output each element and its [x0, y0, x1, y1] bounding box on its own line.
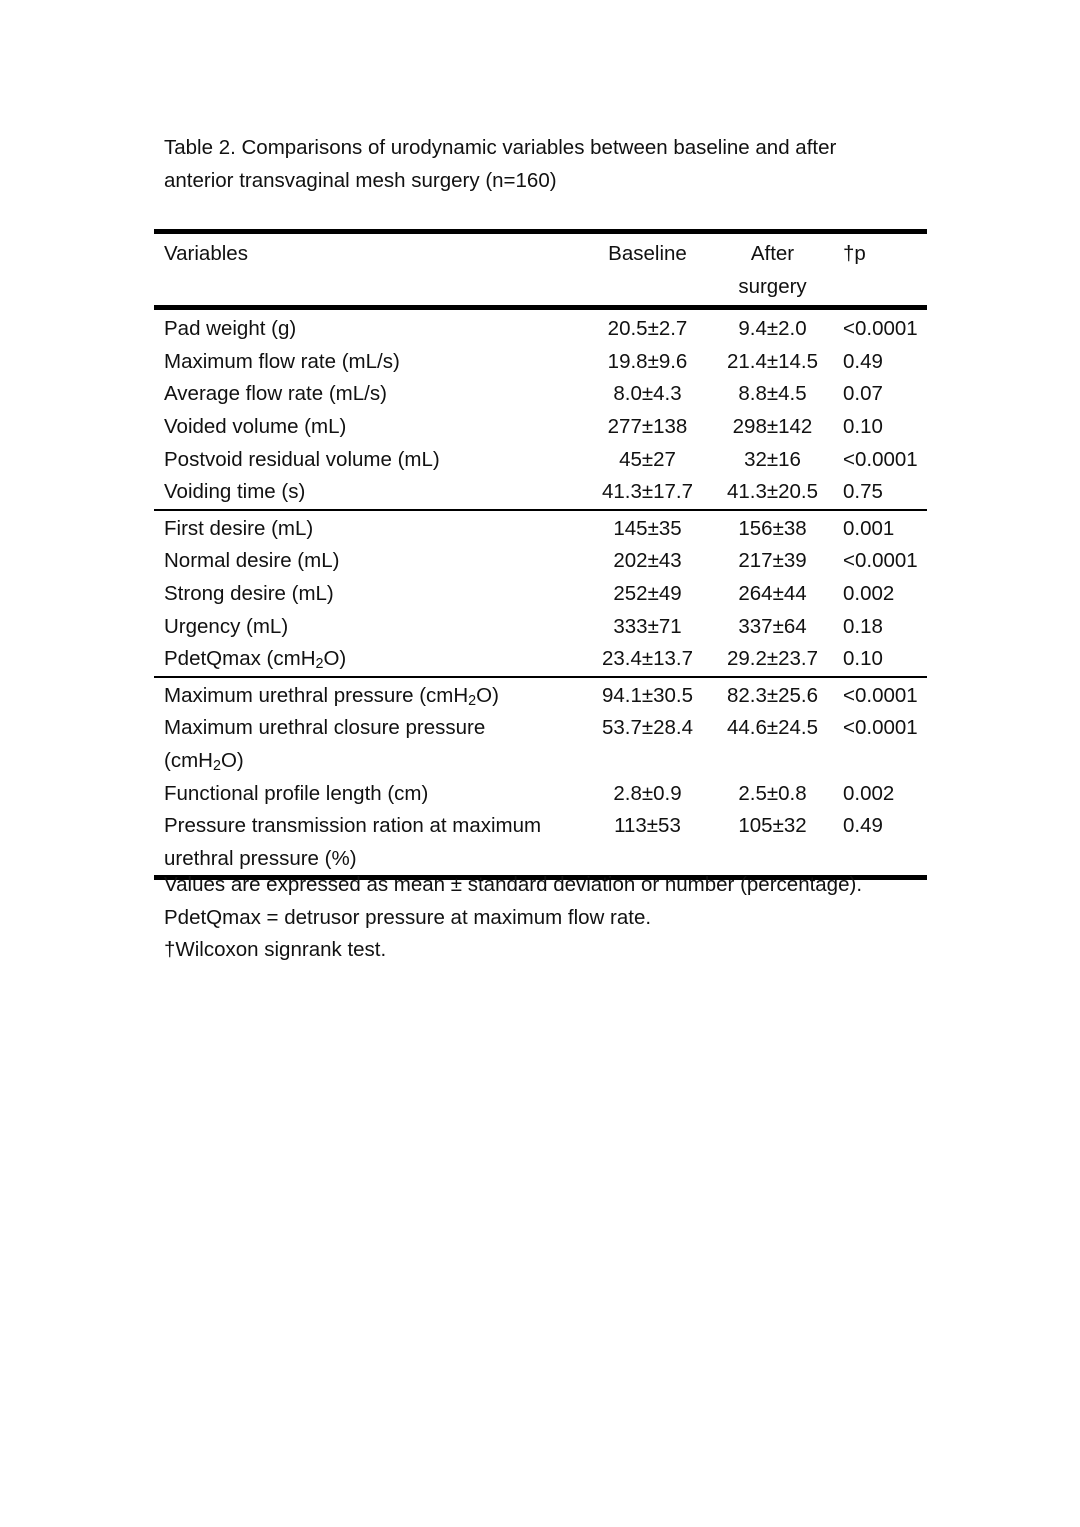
footnote-values: Values are expressed as mean ± standard deviation or number (percentage). [164, 873, 863, 896]
header-after-line-1: After [750, 242, 795, 265]
caption-line-2: anterior transvaginal mesh surgery (n=160) [164, 169, 557, 192]
variable-line-2: urethral pressure (%) [164, 846, 357, 870]
cell-after: 298±142 [732, 414, 813, 438]
cell-after: 82.3±25.6 [726, 683, 819, 707]
cell-baseline: 23.4±13.7 [601, 647, 694, 671]
cell-variable: Maximum flow rate (mL/s) [164, 349, 400, 373]
subscript: 2 [315, 656, 324, 673]
cell-baseline: 333±71 [613, 614, 682, 638]
table-row [154, 510, 927, 546]
cell-p: 0.75 [843, 480, 883, 504]
table-row [154, 810, 927, 878]
cell-baseline: 20.5±2.7 [607, 317, 688, 341]
table-row [154, 712, 927, 777]
cell-p: <0.0001 [843, 683, 918, 707]
footnote-test: †Wilcoxon signrank test. [164, 938, 387, 962]
cell-after: 156±38 [738, 516, 807, 540]
caption-line-1: Table 2. Comparisons of urodynamic variables between baseline and after [164, 136, 837, 159]
cell-baseline: 53.7±28.4 [601, 716, 694, 740]
cell-after: 21.4±14.5 [726, 349, 819, 373]
variable-text: Maximum urethral pressure (cmH [164, 683, 469, 707]
header-after-surgery [711, 232, 834, 308]
table-row [154, 778, 927, 811]
data-table [154, 229, 927, 880]
header-row [154, 232, 927, 308]
variable-text: PdetQmax (cmH [164, 647, 316, 671]
header-p-value: †p [843, 242, 866, 265]
cell-p: 0.10 [843, 414, 883, 438]
cell-baseline: 113±53 [614, 814, 681, 838]
cell-variable: Strong desire (mL) [164, 581, 334, 605]
table-row [154, 378, 927, 411]
cell-variable: Urgency (mL) [164, 614, 289, 638]
cell-baseline: 252±49 [613, 581, 682, 605]
table-row [154, 643, 927, 677]
cell-p: 0.49 [843, 349, 883, 373]
cell-baseline: 145±35 [613, 516, 682, 540]
table-group-uroflowmetry [154, 308, 927, 510]
table-row [154, 411, 927, 444]
cell-after: 8.8±4.5 [738, 382, 807, 406]
cell-p: 0.07 [843, 382, 883, 406]
cell-baseline: 2.8±0.9 [613, 781, 682, 805]
cell-baseline: 45±27 [619, 447, 676, 471]
table-row [154, 578, 927, 611]
cell-after: 44.6±24.5 [726, 716, 819, 740]
table-header [154, 232, 927, 308]
cell-after: 29.2±23.7 [726, 647, 819, 671]
variable-text: (cmH [164, 748, 213, 772]
cell-variable: First desire (mL) [164, 516, 314, 540]
cell-variable: Pad weight (g) [164, 317, 297, 341]
cell-after: 217±39 [738, 549, 807, 573]
cell-p: 0.002 [843, 581, 895, 605]
cell-after: 105±32 [738, 814, 807, 838]
cell-after: 2.5±0.8 [738, 781, 807, 805]
cell-p: <0.0001 [843, 549, 918, 573]
subscript: 2 [468, 692, 477, 709]
cell-after: 9.4±2.0 [738, 317, 807, 341]
cell-p: 0.18 [843, 614, 883, 638]
cell-after: 41.3±20.5 [726, 480, 819, 504]
footnote-abbreviation: PdetQmax = detrusor pressure at maximum flow rate. [164, 905, 652, 929]
cell-variable [154, 643, 584, 677]
cell-variable: Functional profile length (cm) [164, 781, 429, 805]
variable-text: O) [220, 748, 244, 772]
cell-baseline: 202±43 [613, 549, 682, 573]
cell-variable: Voiding time (s) [164, 480, 306, 504]
cell-p: <0.0001 [843, 716, 918, 740]
variable-line-1: Pressure transmission ration at maximum [164, 814, 542, 838]
urodynamic-table [154, 229, 927, 880]
cell-after: 32±16 [744, 447, 801, 471]
cell-variable [154, 712, 584, 777]
variable-line-1: Maximum urethral closure pressure [164, 716, 486, 740]
cell-p: 0.49 [843, 814, 883, 838]
cell-variable [154, 677, 584, 713]
cell-p: 0.001 [843, 516, 895, 540]
table-row [154, 476, 927, 510]
table-row [154, 346, 927, 379]
table-row [154, 545, 927, 578]
cell-p: 0.002 [843, 781, 895, 805]
variable-text: O) [476, 683, 499, 707]
cell-baseline: 19.8±9.6 [607, 349, 688, 373]
table-row [154, 611, 927, 644]
table-footnotes [164, 869, 964, 967]
cell-baseline: 8.0±4.3 [613, 382, 682, 406]
cell-variable: Voided volume (mL) [164, 414, 347, 438]
cell-baseline: 41.3±17.7 [601, 480, 694, 504]
table-row [154, 444, 927, 477]
cell-variable: Normal desire (mL) [164, 549, 340, 573]
cell-after: 337±64 [738, 614, 807, 638]
cell-baseline: 94.1±30.5 [601, 683, 694, 707]
cell-variable: Postvoid residual volume (mL) [164, 447, 440, 471]
subscript: 2 [212, 757, 221, 774]
table-group-cystometry [154, 510, 927, 677]
header-variables: Variables [164, 242, 248, 265]
cell-after: 264±44 [738, 581, 807, 605]
cell-p: 0.10 [843, 647, 883, 671]
table-group-urethral-profile [154, 677, 927, 878]
cell-variable: Average flow rate (mL/s) [164, 382, 387, 406]
cell-p: <0.0001 [843, 447, 918, 471]
table-row [154, 677, 927, 713]
table-row [154, 308, 927, 346]
variable-text: O) [323, 647, 347, 671]
header-after-line-2: surgery [738, 274, 807, 298]
cell-variable [154, 810, 584, 878]
table-caption [164, 131, 924, 197]
header-baseline: Baseline [608, 242, 687, 265]
cell-baseline: 277±138 [607, 414, 688, 438]
cell-p: <0.0001 [843, 317, 918, 341]
